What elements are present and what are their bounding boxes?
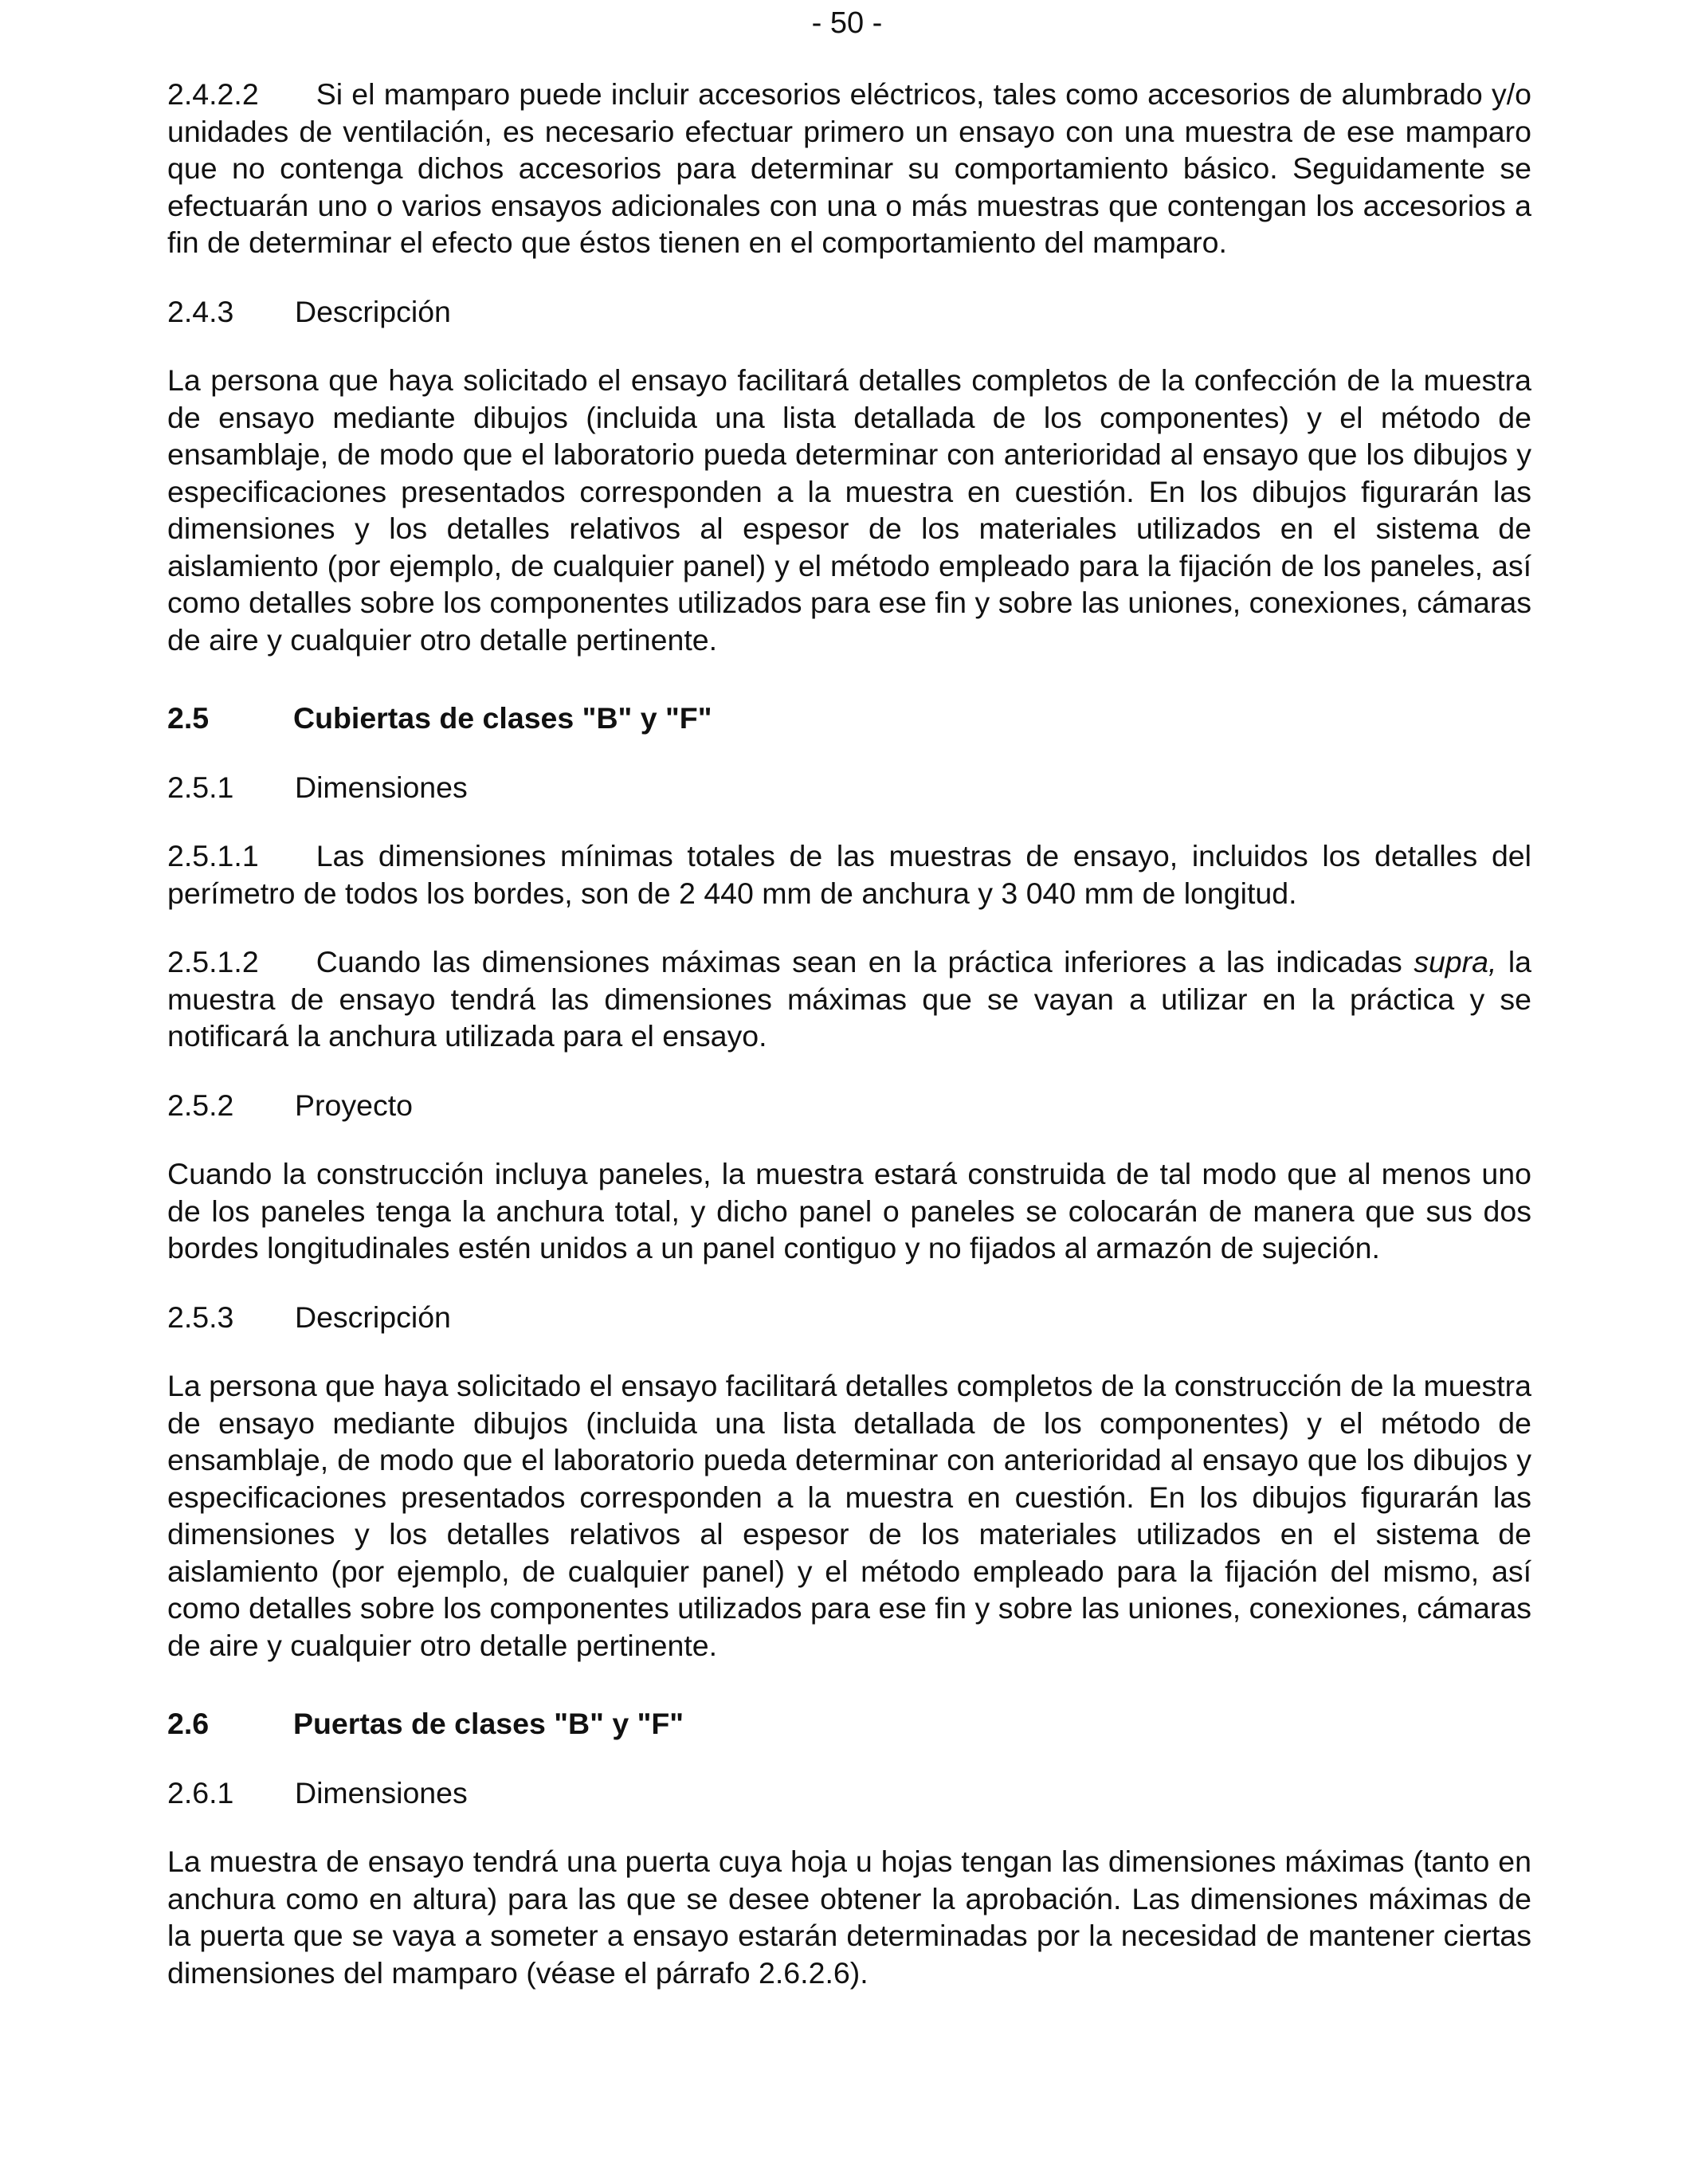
paragraph-number: 2.4.2.2: [167, 77, 259, 111]
section-number: 2.6.1: [167, 1775, 234, 1810]
section-title: Dimensiones: [295, 1775, 468, 1810]
section-heading-2-5-2: [167, 1087, 1531, 1124]
section-number: 2.5.1: [167, 770, 234, 804]
paragraph-2-5-3-body: La persona que haya solicitado el ensayo facilitará detalles completos de la construcción de la muestra de ensayo mediante dibujos (incluida una lista detallada de los componentes) y el método de ensamblaje, de modo que el laboratorio pueda determinar con anterioridad al ensayo que los dibujos y especificaciones presentados corresponden a la muestra en cuestión. En los dibujos figurarán las dimensiones y los detalles relativos al espesor de los materiales utilizados en el sistema de aislamiento (por ejemplo, de cualquier panel) y el método empleado para la fijación del mismo, así como detalles sobre los componentes utilizados para ese fin y sobre las uniones, conexiones, cámaras de aire y cualquier otro detalle pertinente.: [167, 1369, 1531, 1662]
page-number: - 50 -: [811, 6, 883, 40]
section-title: Dimensiones: [295, 770, 468, 804]
section-heading-2-6-1: [167, 1774, 1531, 1812]
paragraph-text: Si el mamparo puede incluir accesorios eléctricos, tales como accesorios de alumbrado y/o unidades de ventilación, es necesario efectuar primero un ensayo con una muestra de ese mamparo que no contenga dichos accesorios para determinar su comportamiento básico. Seguidamente se efectuarán uno o varios ensayos adicionales con una o más muestras que contengan los accesorios a fin de determinar el efecto que éstos tienen en el comportamiento del mamparo.: [167, 77, 1531, 259]
section-title: Descripción: [295, 1300, 451, 1334]
section-heading-2-5-3: [167, 1299, 1531, 1336]
paragraph-2-5-2-body: Cuando la construcción incluya paneles, la muestra estará construida de tal modo que al menos uno de los paneles tenga la anchura total, y dicho panel o paneles se colocarán de manera que sus dos bordes longitudinales estén unidos a un panel contiguo y no fijados al armazón de sujeción.: [167, 1157, 1531, 1265]
section-title: Cubiertas de clases "B" y "F": [293, 701, 712, 735]
paragraph-number: 2.5.1.1: [167, 839, 259, 872]
paragraph-text-before: Cuando las dimensiones máximas sean en la práctica inferiores a las indicadas: [316, 945, 1402, 978]
paragraph-2-6-1-body: La muestra de ensayo tendrá una puerta cuya hoja u hojas tengan las dimensiones máximas (tanto en anchura como en altura) para las que se desee obtener la aprobación. Las dimensiones máximas de la puerta que se vaya a someter a ensayo estarán determinadas por la necesidad de mantener ciertas dimensiones del mamparo (véase el párrafo 2.6.2.6).: [167, 1845, 1531, 1990]
paragraph-2-5-1-1: [167, 837, 1531, 912]
paragraph-emphasis: supra,: [1414, 945, 1497, 978]
section-title: Descripción: [295, 294, 451, 328]
section-title: Puertas de clases "B" y "F": [293, 1707, 684, 1740]
section-heading-2-4-3: [167, 293, 1531, 331]
paragraph-text-after: la muestra de ensayo tendrá las dimensiones máximas que se vayan a utilizar en la práctica y se notificará la anchura utilizada para el ensayo.: [167, 945, 1531, 1053]
paragraph-2-5-1-2: [167, 943, 1531, 1055]
section-number: 2.6: [167, 1707, 210, 1740]
section-heading-2-6: [167, 1705, 1531, 1743]
paragraph-number: 2.5.1.2: [167, 945, 259, 978]
section-number: 2.5.2: [167, 1088, 234, 1122]
document-body: [167, 76, 1531, 2023]
section-heading-2-5-1: [167, 769, 1531, 806]
section-number: 2.4.3: [167, 294, 234, 328]
paragraph-2-4-3-body: La persona que haya solicitado el ensayo facilitará detalles completos de la confección de la muestra de ensayo mediante dibujos (incluida una lista detallada de los componentes) y el método de ensamblaje, de modo que el laboratorio pueda determinar con anterioridad al ensayo que los dibujos y especificaciones presentados corresponden a la muestra en cuestión. En los dibujos figurarán las dimensiones y los detalles relativos al espesor de los materiales utilizados en el sistema de aislamiento (por ejemplo, de cualquier panel) y el método empleado para la fijación de los paneles, así como detalles sobre los componentes utilizados para ese fin y sobre las uniones, conexiones, cámaras de aire y cualquier otro detalle pertinente.: [167, 363, 1531, 657]
paragraph-text: Las dimensiones mínimas totales de las muestras de ensayo, incluidos los detalles del perímetro de todos los bordes, son de 2 440 mm de anchura y 3 040 mm de longitud.: [167, 839, 1531, 910]
section-title: Proyecto: [295, 1088, 413, 1122]
section-heading-2-5: [167, 700, 1531, 737]
section-number: 2.5.3: [167, 1300, 234, 1334]
section-number: 2.5: [167, 701, 210, 735]
paragraph-2-4-2-2: [167, 76, 1531, 261]
